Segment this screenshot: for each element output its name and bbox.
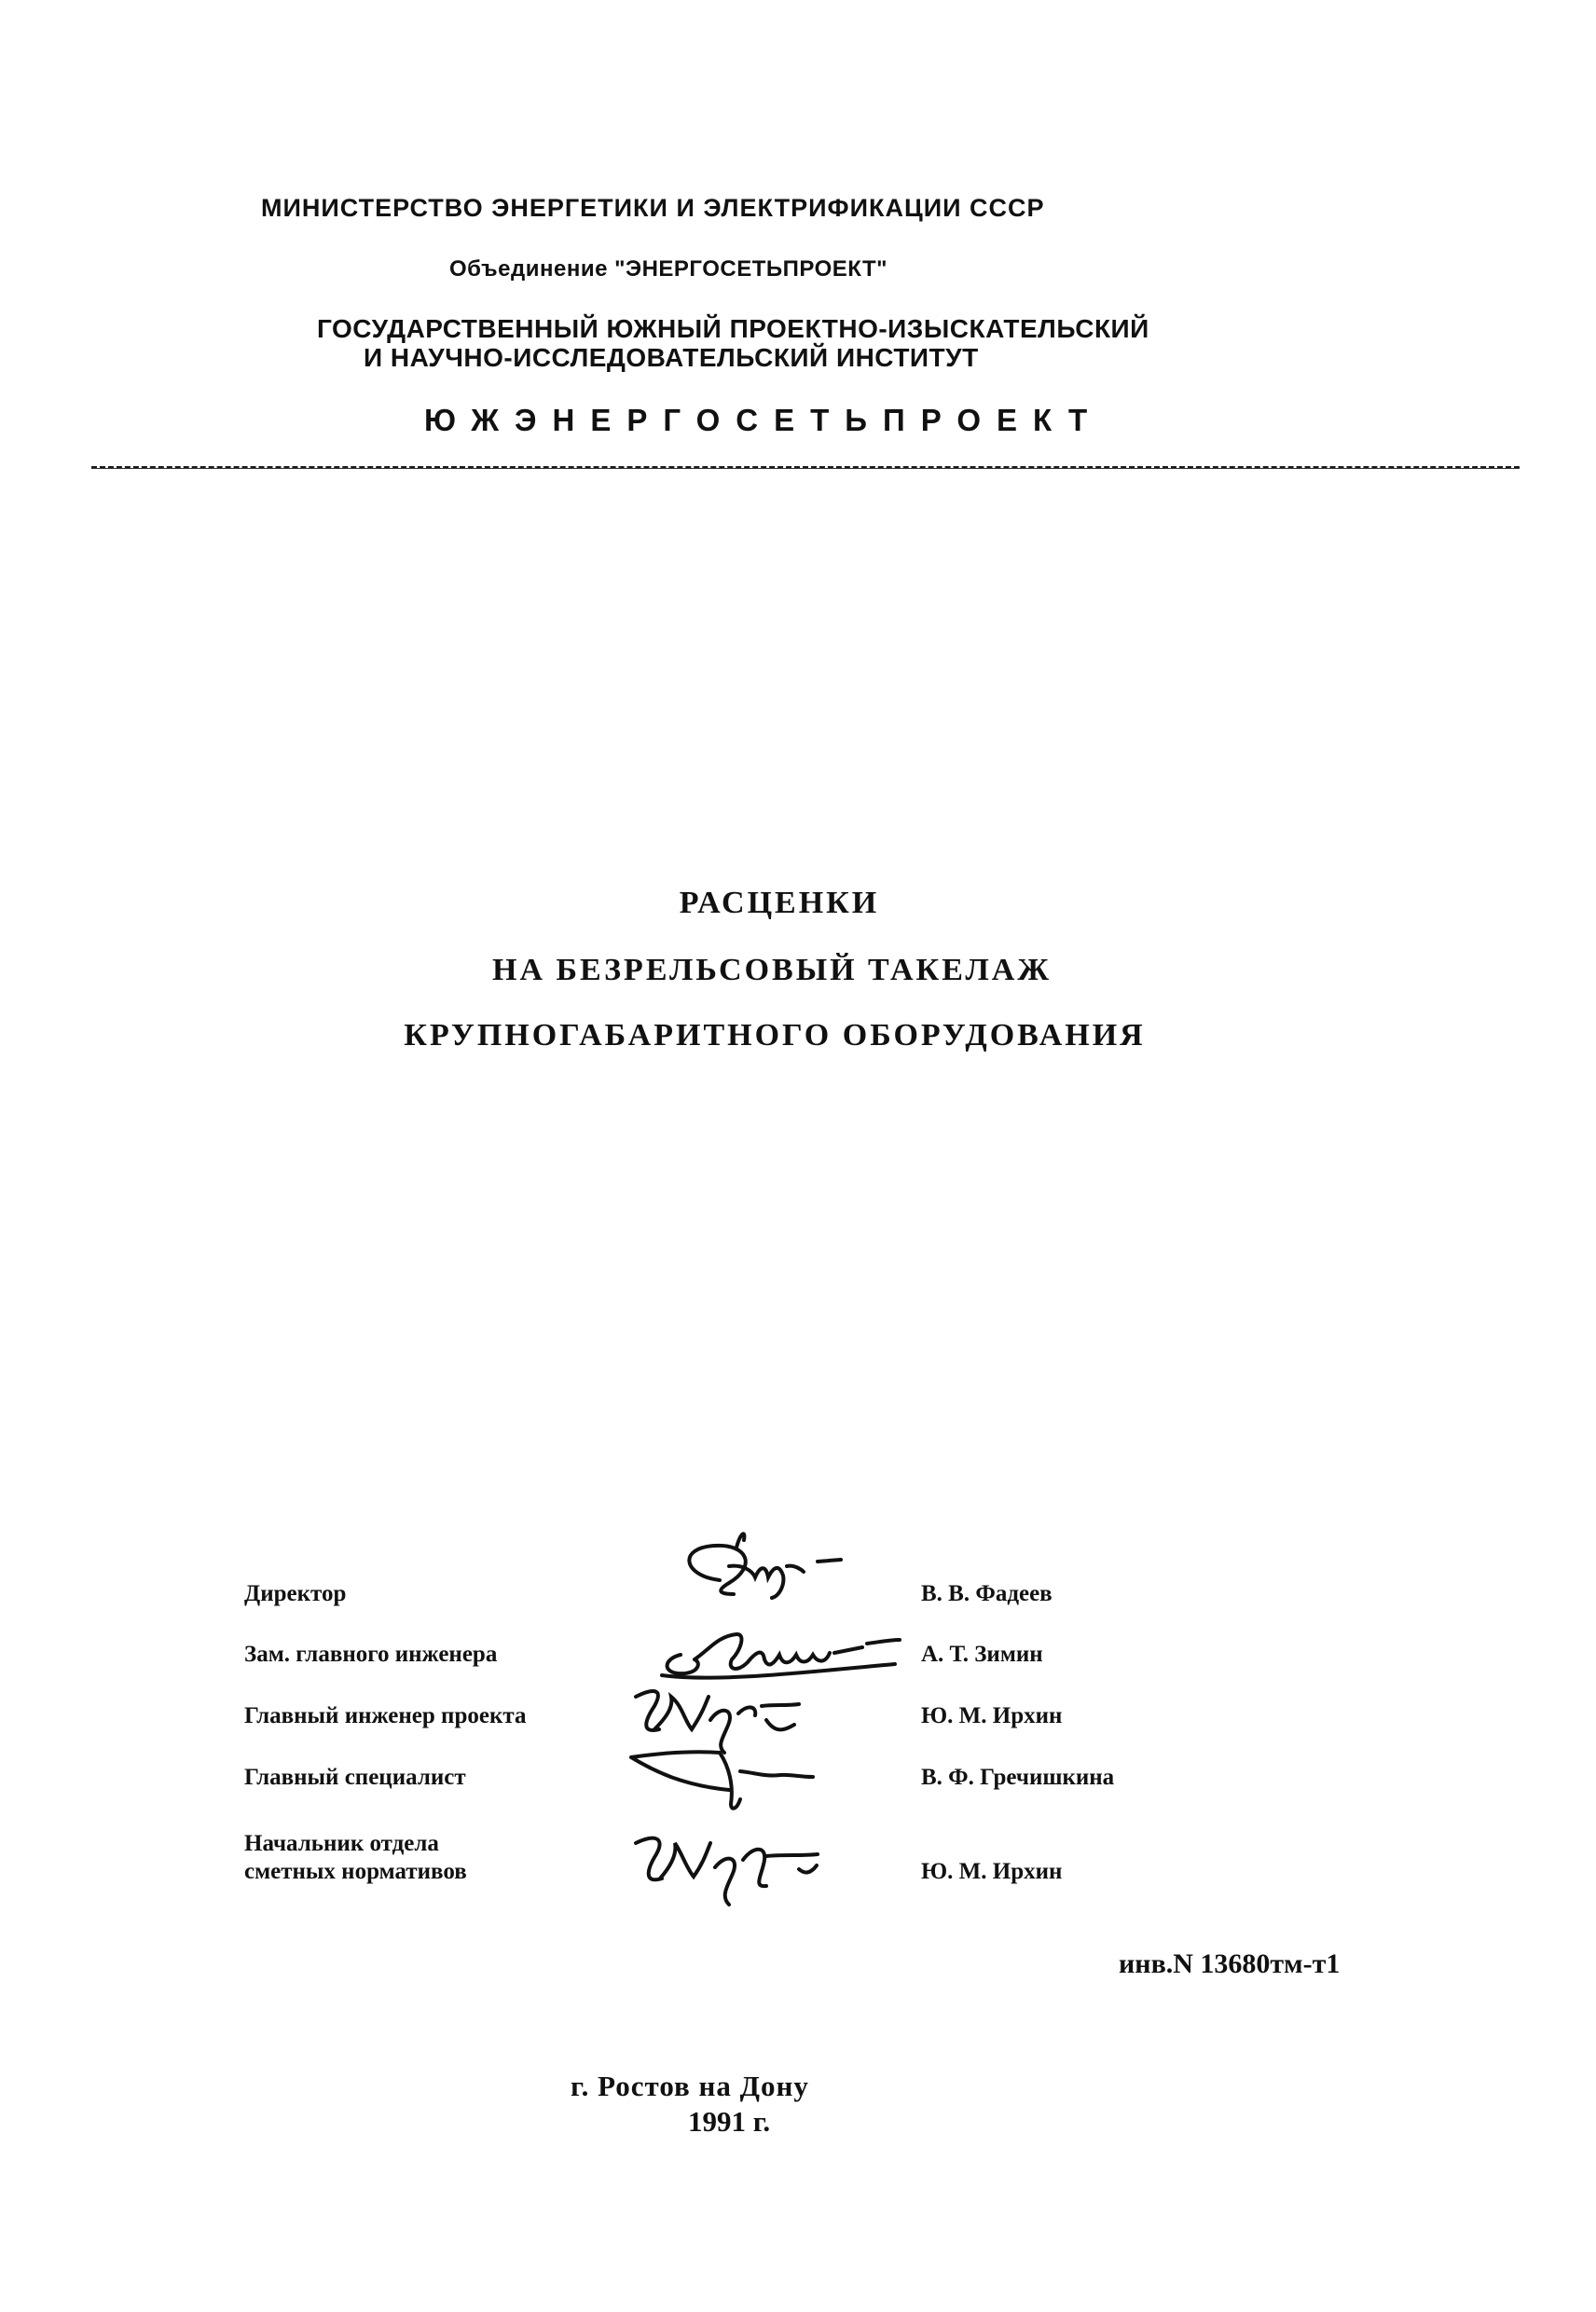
signatory-role-department-head-line1: Начальник отдела <box>244 1831 439 1856</box>
header-divider-underline <box>91 468 1520 469</box>
signature-director <box>664 1529 869 1617</box>
ministry-heading: МИНИСТЕРСТВО ЭНЕРГЕТИКИ И ЭЛЕКТРИФИКАЦИИ СССР <box>261 194 1045 222</box>
signatory-name-deputy-chief-engineer: А. Т. Зимин <box>921 1642 1043 1667</box>
signatory-name-chief-specialist: В. Ф. Гречишкина <box>921 1765 1115 1790</box>
document-title-line2: НА БЕЗРЕЛЬСОВЫЙ ТАКЕЛАЖ <box>492 953 1052 987</box>
signatory-name-chief-project-engineer: Ю. М. Ирхин <box>921 1703 1063 1728</box>
signature-deputy-chief-engineer <box>643 1617 914 1687</box>
organization-name: ЮЖЭНЕРГОСЕТЬПРОЕКТ <box>424 403 1104 437</box>
signatory-role-deputy-chief-engineer: Зам. главного инженера <box>244 1642 498 1667</box>
inventory-number: инв.N 13680тм-т1 <box>1119 1948 1341 1979</box>
signatory-role-chief-specialist: Главный специалист <box>244 1765 466 1790</box>
signature-department-head <box>626 1823 850 1911</box>
institute-heading-line1: ГОСУДАРСТВЕННЫЙ ЮЖНЫЙ ПРОЕКТНО-ИЗЫСКАТЕЛЬСКИЙ <box>317 314 1149 343</box>
signatory-role-department-head-line2: сметных нормативов <box>244 1859 467 1884</box>
signatory-role-director: Директор <box>244 1581 347 1606</box>
institute-heading-line2: И НАУЧНО-ИССЛЕДОВАТЕЛЬСКИЙ ИНСТИТУТ <box>364 343 979 372</box>
union-heading: Объединение "ЭНЕРГОСЕТЬПРОЕКТ" <box>449 256 888 282</box>
signatory-role-chief-project-engineer: Главный инженер проекта <box>244 1703 527 1728</box>
publication-year: 1991 г. <box>688 2105 771 2138</box>
signatory-name-director: В. В. Фадеев <box>921 1581 1053 1606</box>
document-title-line3: КРУПНОГАБАРИТНОГО ОБОРУДОВАНИЯ <box>404 1018 1146 1053</box>
signature-chief-specialist <box>626 1743 850 1818</box>
publication-place: г. Ростов на Дону <box>571 2070 809 2102</box>
document-title-line1: РАСЦЕНКИ <box>679 886 880 920</box>
signatory-name-department-head: Ю. М. Ирхин <box>921 1859 1063 1884</box>
